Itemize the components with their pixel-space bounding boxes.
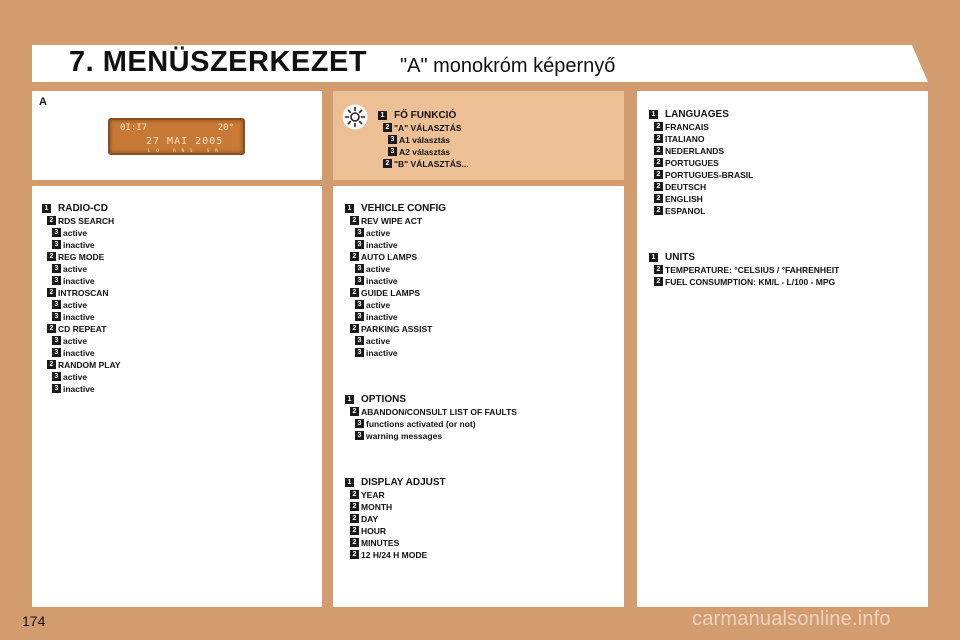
menu-item-label: inactive: [366, 276, 398, 286]
menu-item-label: PORTUGUES-BRASIL: [665, 170, 754, 180]
menu-item-label: FUEL CONSUMPTION: KM/L - L/100 - MPG: [665, 277, 836, 287]
level-badge: 3: [52, 264, 61, 273]
menu-item-label: AUTO LAMPS: [361, 252, 418, 262]
menu-item-label: CD REPEAT: [58, 324, 107, 334]
level-badge: 2: [350, 514, 359, 523]
level-badge: 2: [47, 216, 56, 225]
menu-item-label: DEUTSCH: [665, 182, 707, 192]
level-badge: 3: [52, 300, 61, 309]
menu-item-label: inactive: [63, 384, 95, 394]
brightness-icon: [342, 104, 368, 130]
level-badge: 3: [355, 300, 364, 309]
menu-item-label: ITALIANO: [665, 134, 705, 144]
menu-item-label: REG MODE: [58, 252, 105, 262]
menu-item-label: UNITS: [665, 252, 695, 263]
menu-item-label: GUIDE LAMPS: [361, 288, 421, 298]
level-badge: 2: [654, 158, 663, 167]
lcd-time: 0I:I7: [120, 123, 148, 133]
level-badge: 1: [378, 111, 387, 120]
level-badge: 1: [345, 478, 354, 487]
level-badge: 3: [355, 419, 364, 428]
menu-item-label: YEAR: [361, 490, 385, 500]
menu-item-label: ENGLISH: [665, 194, 703, 204]
level-badge: 2: [47, 360, 56, 369]
menu-item-label: DAY: [361, 514, 379, 524]
menu-item-label: RANDOM PLAY: [58, 360, 121, 370]
menu-item-label: active: [366, 300, 391, 310]
level-badge: 3: [388, 147, 397, 156]
menu-item-label: FRANCAIS: [665, 122, 709, 132]
menu-item-label: A1 választás: [399, 135, 451, 145]
level-badge: 3: [52, 312, 61, 321]
menu-item-label: PORTUGUES: [665, 158, 719, 168]
level-badge: 2: [654, 194, 663, 203]
level-badge: 3: [52, 240, 61, 249]
menu-item-label: REV WIPE ACT: [361, 216, 423, 226]
level-badge: 3: [52, 228, 61, 237]
level-badge: 3: [355, 431, 364, 440]
menu-item-label: NEDERLANDS: [665, 146, 725, 156]
menu-item-label: functions activated (or not): [366, 419, 476, 429]
level-badge: 2: [654, 146, 663, 155]
menu-item-label: inactive: [63, 276, 95, 286]
menu-item-label: active: [366, 228, 391, 238]
level-badge: 2: [383, 123, 392, 132]
menu-item-label: active: [63, 300, 88, 310]
level-badge: 3: [355, 264, 364, 273]
lcd-display: [108, 118, 245, 155]
level-badge: 2: [47, 252, 56, 261]
menu-item-label: FŐ FUNKCIÓ: [394, 110, 457, 121]
lcd-indicators: LO RNS SR: [148, 148, 224, 153]
level-badge: 2: [350, 216, 359, 225]
page-subtitle: "A" monokróm képernyő: [400, 55, 616, 77]
level-badge: 2: [654, 265, 663, 274]
menu-item-label: ABANDON/CONSULT LIST OF FAULTS: [361, 407, 517, 417]
level-badge: 2: [654, 170, 663, 179]
menu-item-label: OPTIONS: [361, 394, 407, 405]
menu-item-label: active: [63, 336, 88, 346]
menu-item-label: TEMPERATURE: °CELSIUS / °FAHRENHEIT: [665, 265, 840, 275]
level-badge: 3: [355, 240, 364, 249]
menu-item-label: inactive: [366, 312, 398, 322]
menu-item-label: MONTH: [361, 502, 393, 512]
menu-item-label: INTROSCAN: [58, 288, 109, 298]
watermark: carmanualsonline.info: [692, 608, 891, 630]
level-badge: 2: [47, 288, 56, 297]
level-badge: 2: [350, 407, 359, 416]
level-badge: 2: [350, 324, 359, 333]
menu-item-label: MINUTES: [361, 538, 400, 548]
level-badge: 2: [350, 490, 359, 499]
level-badge: 1: [649, 253, 658, 262]
level-badge: 2: [350, 502, 359, 511]
menu-item-label: VEHICLE CONFIG: [361, 203, 447, 214]
menu-item-label: PARKING ASSIST: [361, 324, 433, 334]
level-badge: 1: [42, 204, 51, 213]
lcd-date: 27 MAI 2005: [146, 136, 224, 147]
level-badge: 2: [383, 159, 392, 168]
level-badge: 2: [654, 182, 663, 191]
panel-a-label: A: [39, 96, 47, 108]
level-badge: 3: [355, 312, 364, 321]
menu-item-label: RDS SEARCH: [58, 216, 115, 226]
panel-main-function: [333, 91, 624, 180]
level-badge: 3: [388, 135, 397, 144]
level-badge: 2: [654, 206, 663, 215]
level-badge: 2: [350, 526, 359, 535]
menu-item-label: active: [63, 372, 88, 382]
level-badge: 2: [654, 134, 663, 143]
menu-item-label: warning messages: [366, 431, 443, 441]
level-badge: 3: [52, 276, 61, 285]
lcd-temperature: 20°: [217, 123, 234, 133]
menu-item-label: LANGUAGES: [665, 109, 729, 120]
menu-item-label: inactive: [366, 240, 398, 250]
menu-item-label: A2 választás: [399, 147, 451, 157]
level-badge: 3: [355, 228, 364, 237]
level-badge: 1: [649, 110, 658, 119]
menu-item-label: inactive: [366, 348, 398, 358]
level-badge: 3: [52, 384, 61, 393]
menu-item-label: inactive: [63, 312, 95, 322]
menu-item-label: "B" VÁLASZTÁS...: [394, 159, 469, 169]
menu-item-label: "A" VÁLASZTÁS: [394, 123, 462, 133]
level-badge: 1: [345, 395, 354, 404]
level-badge: 2: [350, 538, 359, 547]
level-badge: 2: [350, 288, 359, 297]
menu-item-label: 12 H/24 H MODE: [361, 550, 428, 560]
menu-item-label: DISPLAY ADJUST: [361, 477, 446, 488]
level-badge: 3: [52, 336, 61, 345]
menu-item-label: active: [63, 264, 88, 274]
level-badge: 3: [52, 348, 61, 357]
menu-item-label: inactive: [63, 240, 95, 250]
menu-item-label: active: [366, 336, 391, 346]
level-badge: 2: [654, 122, 663, 131]
level-badge: 2: [654, 277, 663, 286]
level-badge: 1: [345, 204, 354, 213]
level-badge: 2: [47, 324, 56, 333]
level-badge: 2: [350, 550, 359, 559]
level-badge: 3: [52, 372, 61, 381]
menu-item-label: active: [366, 264, 391, 274]
level-badge: 3: [355, 348, 364, 357]
menu-item-label: inactive: [63, 348, 95, 358]
level-badge: 2: [350, 252, 359, 261]
menu-item-label: active: [63, 228, 88, 238]
page-title: 7. MENÜSZERKEZET: [69, 46, 368, 78]
level-badge: 3: [355, 336, 364, 345]
level-badge: 3: [355, 276, 364, 285]
menu-item-label: HOUR: [361, 526, 387, 536]
menu-item-label: ESPANOL: [665, 206, 706, 216]
page-number: 174: [22, 613, 46, 629]
menu-item-label: RADIO-CD: [58, 203, 108, 214]
